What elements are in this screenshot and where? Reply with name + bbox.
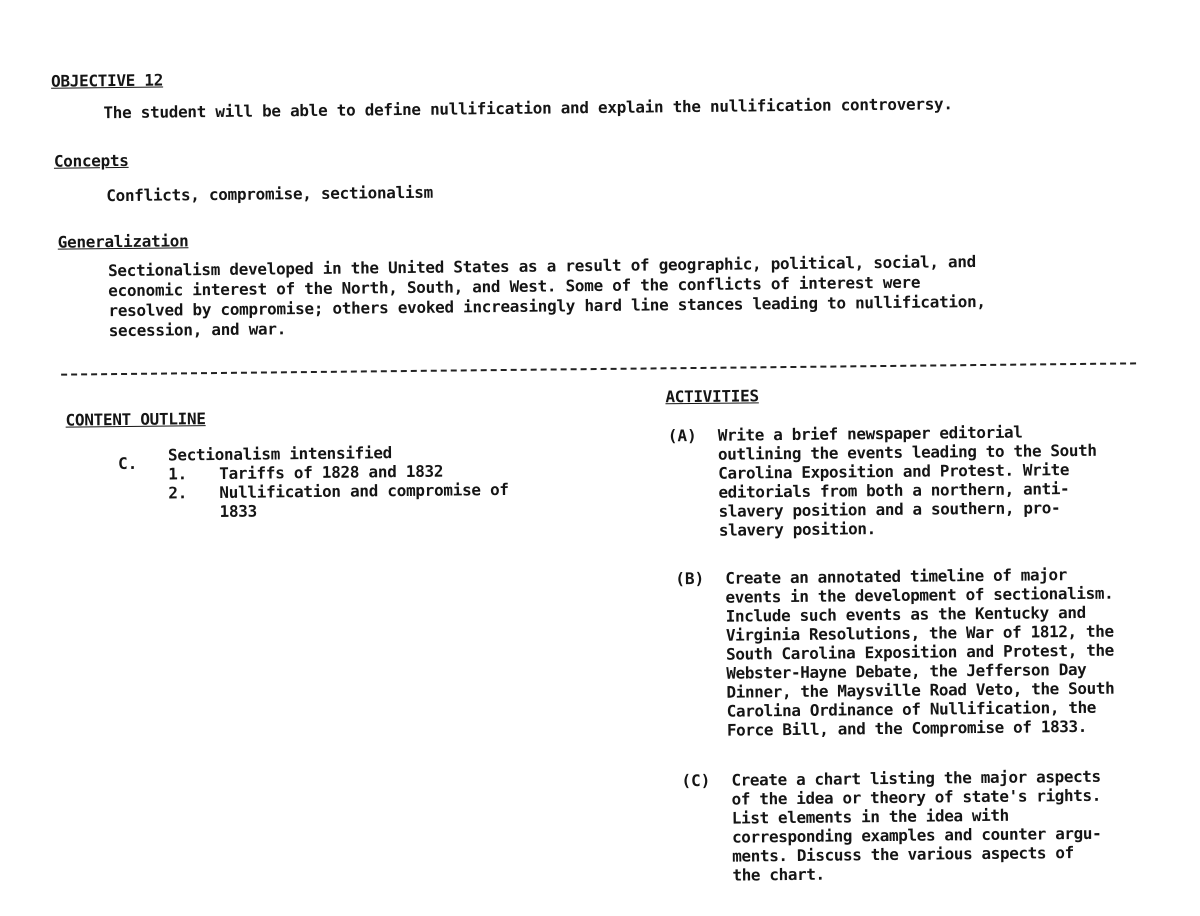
outline-item-line: 1833	[219, 501, 258, 521]
activity-label: (B)	[675, 568, 705, 589]
generalization-heading: Generalization	[57, 231, 189, 252]
outline-item-marker: 1.	[168, 464, 187, 484]
activity-line: Create a chart listing the major aspects	[731, 766, 1101, 790]
activity-line: events in the development of sectionalism.	[725, 583, 1114, 607]
outline-item-marker: 2.	[168, 483, 188, 503]
activity-line: Webster-Hayne Debate, the Jefferson Day	[726, 659, 1087, 683]
activity-line: Carolina Ordinance of Nullification, the	[726, 697, 1097, 721]
outline-section-marker: C.	[117, 453, 138, 474]
activity-line: South Carolina Exposition and Protest, the	[725, 640, 1114, 664]
generalization-line: economic interest of the North, South, and West. Some of the conflicts of interest were	[108, 272, 921, 301]
generalization-line: Sectionalism developed in the United States as a result of geographic, political, social, and	[107, 252, 977, 281]
activity-b	[675, 564, 1165, 740]
activity-line: Create an annotated timeline of major	[725, 565, 1068, 588]
activity-line: List elements in the idea with	[731, 805, 1009, 828]
activity-body	[725, 565, 1115, 740]
activity-line: of the idea or theory of state's rights.	[731, 785, 1102, 809]
activity-line: outlining the events leading to the South	[717, 440, 1097, 464]
concepts-text: Conflicts, compromise, sectionalism	[106, 182, 433, 206]
generalization-text	[108, 252, 986, 341]
activity-body	[718, 422, 1098, 540]
outline-section-title: Sectionalism intensified	[167, 443, 393, 465]
activity-line: Force Bill, and the Compromise of 1833.	[726, 716, 1088, 740]
activities-heading: ACTIVITIES	[665, 386, 759, 407]
activity-line: corresponding examples and counter argu-	[731, 823, 1102, 847]
activity-line: Carolina Exposition and Protest. Write	[718, 460, 1070, 483]
outline-section	[168, 442, 509, 522]
activity-label: (C)	[681, 770, 711, 791]
activity-label: (A)	[667, 425, 697, 446]
activity-line: slavery position and a southern, pro-	[718, 498, 1061, 521]
generalization-line: resolved by compromise; others evoked increasingly hard line stances leading to nullification,	[108, 291, 986, 321]
concepts-heading: Concepts	[53, 150, 129, 171]
objective-text: The student will be able to define nullification and explain the nullification controversy.	[103, 94, 953, 123]
activity-line: Dinner, the Maysville Road Veto, the South	[726, 678, 1115, 702]
activity-line: slavery position.	[718, 519, 876, 540]
outline-item-line: Nullification and compromise of	[219, 479, 509, 502]
activity-line: ments. Discuss the various aspects of	[732, 843, 1074, 866]
objective-heading: OBJECTIVE 12	[50, 70, 164, 91]
activity-line: the chart.	[732, 864, 825, 885]
activity-c	[681, 766, 1171, 885]
activity-line: editorials from both a northern, anti-	[718, 479, 1070, 502]
content-outline-heading: CONTENT OUTLINE	[65, 409, 206, 430]
activity-body	[731, 767, 1102, 885]
dashed-divider	[61, 362, 1136, 375]
activity-line: Include such events as the Kentucky and	[725, 602, 1086, 626]
outline-item-line: Tariffs of 1828 and 1832	[219, 461, 444, 483]
outline-item	[168, 480, 509, 522]
activity-line: Write a brief newspaper editorial	[717, 422, 1023, 445]
activity-a	[667, 421, 1158, 540]
generalization-line: secession, and war.	[108, 319, 287, 341]
activity-line: Virginia Resolutions, the War of 1812, the	[725, 621, 1114, 645]
